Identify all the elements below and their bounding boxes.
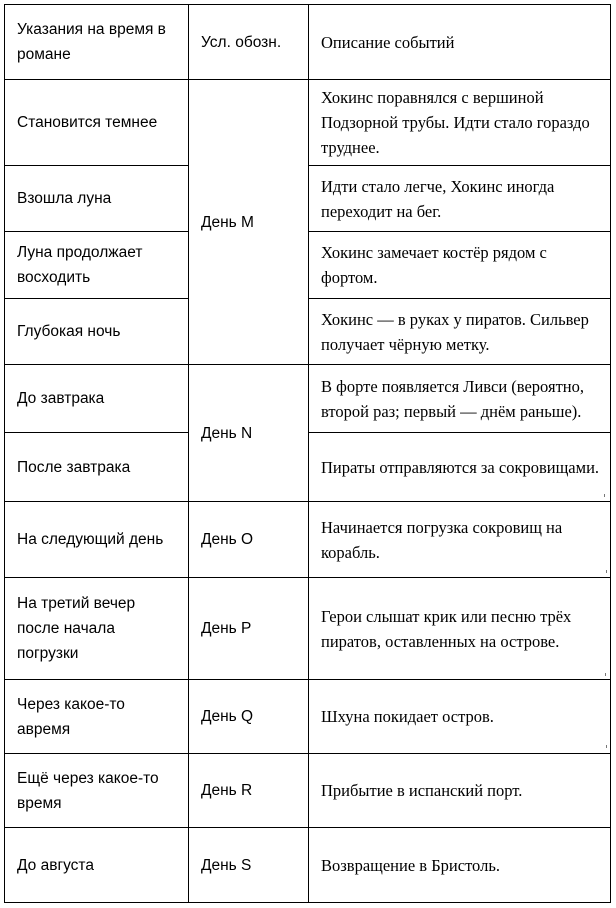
scan-mark	[606, 570, 607, 573]
table-body	[5, 5, 611, 903]
description-cell: Возвращение в Бристоль.	[309, 828, 611, 903]
scan-mark	[604, 494, 605, 497]
scan-mark	[606, 745, 607, 748]
time-cell: Ещё через какое-то время	[5, 754, 189, 828]
time-cell: На следующий день	[5, 502, 189, 578]
description-cell: Хокинс замечает костёр рядом с фортом.	[309, 232, 611, 299]
description-cell: Начинается погрузка сокровищ на корабль.	[309, 502, 611, 578]
table-row	[5, 828, 611, 903]
day-label-cell: День R	[189, 754, 309, 828]
table-row	[5, 80, 611, 166]
description-cell: Герои слышат крик или песню трёх пиратов, оставленных на острове.	[309, 578, 611, 680]
time-cell: Взошла луна	[5, 166, 189, 232]
day-label-cell: День M	[189, 80, 309, 365]
time-cell: После завтрака	[5, 433, 189, 502]
time-cell: Луна продолжает восходить	[5, 232, 189, 299]
description-cell: В форте появляется Ливси (вероятно, второй раз; первый — днём раньше).	[309, 365, 611, 433]
time-cell: На третий вечер после начала погрузки	[5, 578, 189, 680]
description-cell: Пираты отправляются за сокровищами.	[309, 433, 611, 502]
header-label-cell: Усл. обозн.	[189, 5, 309, 80]
table-row	[5, 502, 611, 578]
description-cell: Хокинс поравнялся с вершиной Подзорной трубы. Идти стало гораздо труднее.	[309, 80, 611, 166]
description-cell: Прибытие в испанский порт.	[309, 754, 611, 828]
description-cell: Идти стало легче, Хокинс иногда переходит на бег.	[309, 166, 611, 232]
time-cell: Через какое-то авремя	[5, 680, 189, 754]
day-label-cell: День P	[189, 578, 309, 680]
description-cell: Шхуна покидает остров.	[309, 680, 611, 754]
header-row	[5, 5, 611, 80]
time-cell: До завтрака	[5, 365, 189, 433]
time-cell: Глубокая ночь	[5, 299, 189, 365]
day-label-cell: День S	[189, 828, 309, 903]
table-row	[5, 578, 611, 680]
day-label-cell: День O	[189, 502, 309, 578]
day-label-cell: День Q	[189, 680, 309, 754]
table-row	[5, 754, 611, 828]
header-description-cell: Описание событий	[309, 5, 611, 80]
scan-mark	[605, 673, 606, 676]
table-row	[5, 365, 611, 433]
description-cell: Хокинс — в руках у пиратов. Сильвер получает чёрную метку.	[309, 299, 611, 365]
header-time-cell: Указания на время в романе	[5, 5, 189, 80]
time-cell: Становится темнее	[5, 80, 189, 166]
time-cell: До августа	[5, 828, 189, 903]
day-label-cell: День N	[189, 365, 309, 502]
table-row	[5, 680, 611, 754]
timeline-table	[4, 4, 611, 903]
